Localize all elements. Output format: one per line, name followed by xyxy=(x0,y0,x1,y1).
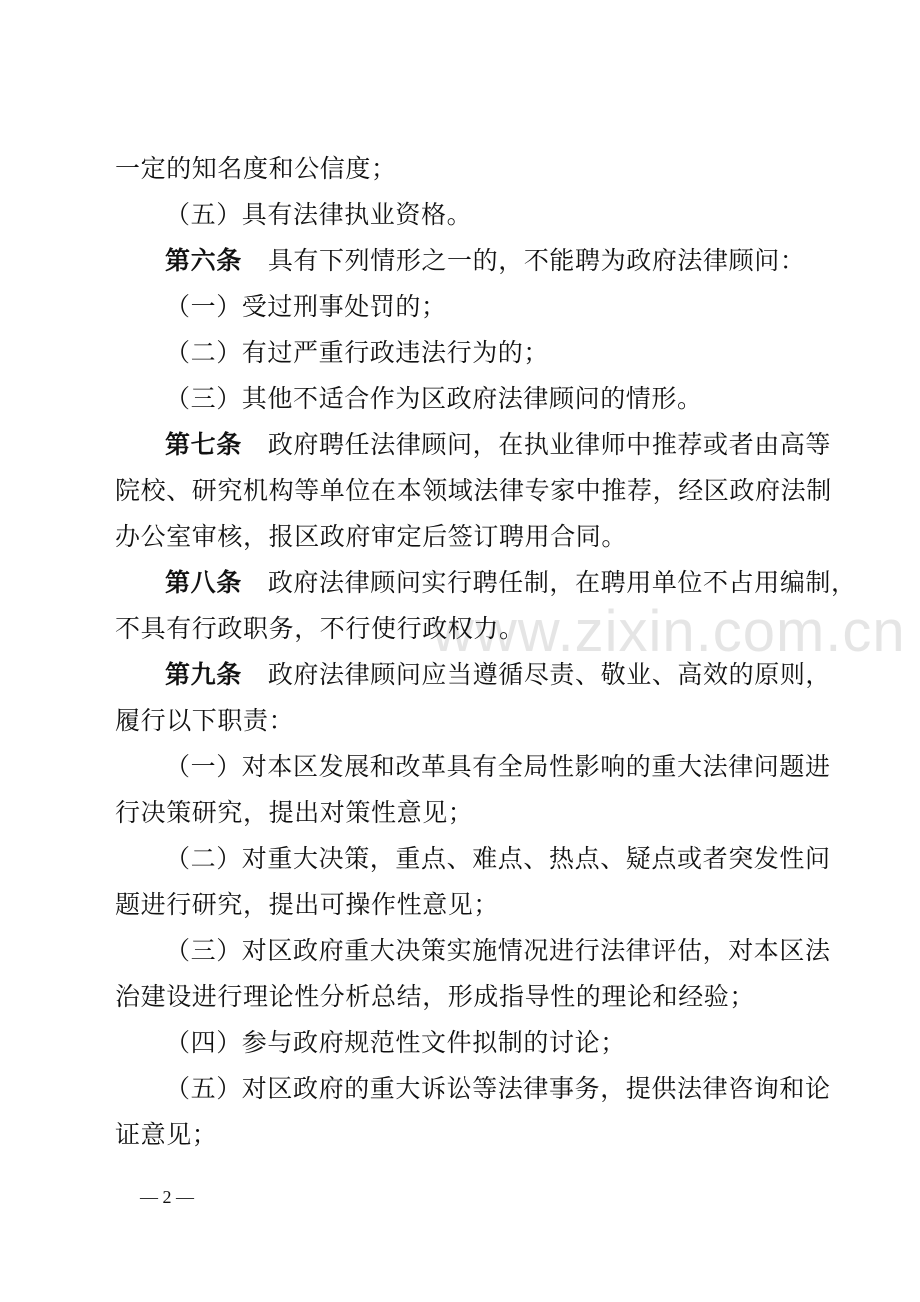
paragraph-line xyxy=(115,882,827,928)
line-text: 政府法律顾问实行聘任制，在聘用单位不占用编制， xyxy=(267,568,857,597)
page-number: — 2 — xyxy=(140,1187,194,1207)
line-text: 题进行研究，提出可操作性意见； xyxy=(115,890,500,919)
paragraph-line xyxy=(115,284,827,330)
line-text: 政府法律顾问应当遵循尽责、敬业、高效的原则， xyxy=(267,660,832,689)
article-7-heading-line xyxy=(115,422,832,468)
line-text: 行决策研究，提出对策性意见； xyxy=(115,798,474,827)
paragraph-line xyxy=(115,974,827,1020)
article-label: 第八条 xyxy=(165,568,242,597)
line-text: （三）对区政府重大决策实施情况进行法律评估，对本区法 xyxy=(165,936,831,965)
paragraph-line xyxy=(115,790,827,836)
line-text: 办公室审核，报区政府审定后签订聘用合同。 xyxy=(115,522,628,551)
line-text: （二）有过严重行政违法行为的； xyxy=(165,338,550,367)
line-text: 履行以下职责： xyxy=(115,706,295,735)
body-text xyxy=(115,146,857,1158)
article-8-heading-line xyxy=(115,560,857,606)
paragraph-line xyxy=(115,1066,831,1112)
paragraph-line xyxy=(115,606,827,652)
paragraph-line xyxy=(115,514,827,560)
line-text: （一）对本区发展和改革具有全局性影响的重大法律问题进 xyxy=(165,752,831,781)
line-text: 具有下列情形之一的，不能聘为政府法律顾问： xyxy=(267,246,806,275)
paragraph-line xyxy=(115,330,827,376)
line-text: 院校、研究机构等单位在本领域法律专家中推荐，经区政府法制 xyxy=(115,476,832,505)
paragraph-line xyxy=(115,376,827,422)
paragraph-line xyxy=(115,744,831,790)
line-text: 政府聘任法律顾问，在执业律师中推荐或者由高等 xyxy=(267,430,832,459)
article-9-heading-line xyxy=(115,652,832,698)
paragraph-line xyxy=(115,836,831,882)
line-text: （四）参与政府规范性文件拟制的讨论； xyxy=(165,1028,626,1057)
line-text: （五）对区政府的重大诉讼等法律事务，提供法律咨询和论 xyxy=(165,1074,831,1103)
line-text: 证意见； xyxy=(115,1120,218,1149)
watermark: www.zixin.com.cn xyxy=(432,599,906,664)
line-text: （三）其他不适合作为区政府法律顾问的情形。 xyxy=(165,384,703,413)
article-label: 第九条 xyxy=(165,660,242,689)
paragraph-line xyxy=(115,928,831,974)
line-text: 治建设进行理论性分析总结，形成指导性的理论和经验； xyxy=(115,982,756,1011)
line-text: （五）具有法律执业资格。 xyxy=(165,200,473,229)
paragraph-line xyxy=(115,192,827,238)
article-6-heading-line xyxy=(115,238,827,284)
article-label: 第六条 xyxy=(165,246,242,275)
paragraph-line xyxy=(115,1112,827,1158)
line-text: 一定的知名度和公信度； xyxy=(115,154,397,183)
article-label: 第七条 xyxy=(165,430,242,459)
paragraph-line xyxy=(115,698,827,744)
paragraph-line xyxy=(115,468,832,514)
line-text: （一）受过刑事处罚的； xyxy=(165,292,447,321)
paragraph-line xyxy=(115,146,827,192)
line-text: （二）对重大决策，重点、难点、热点、疑点或者突发性问 xyxy=(165,844,831,873)
line-text: 不具有行政职务，不行使行政权力。 xyxy=(115,614,525,643)
paragraph-line xyxy=(115,1020,827,1066)
